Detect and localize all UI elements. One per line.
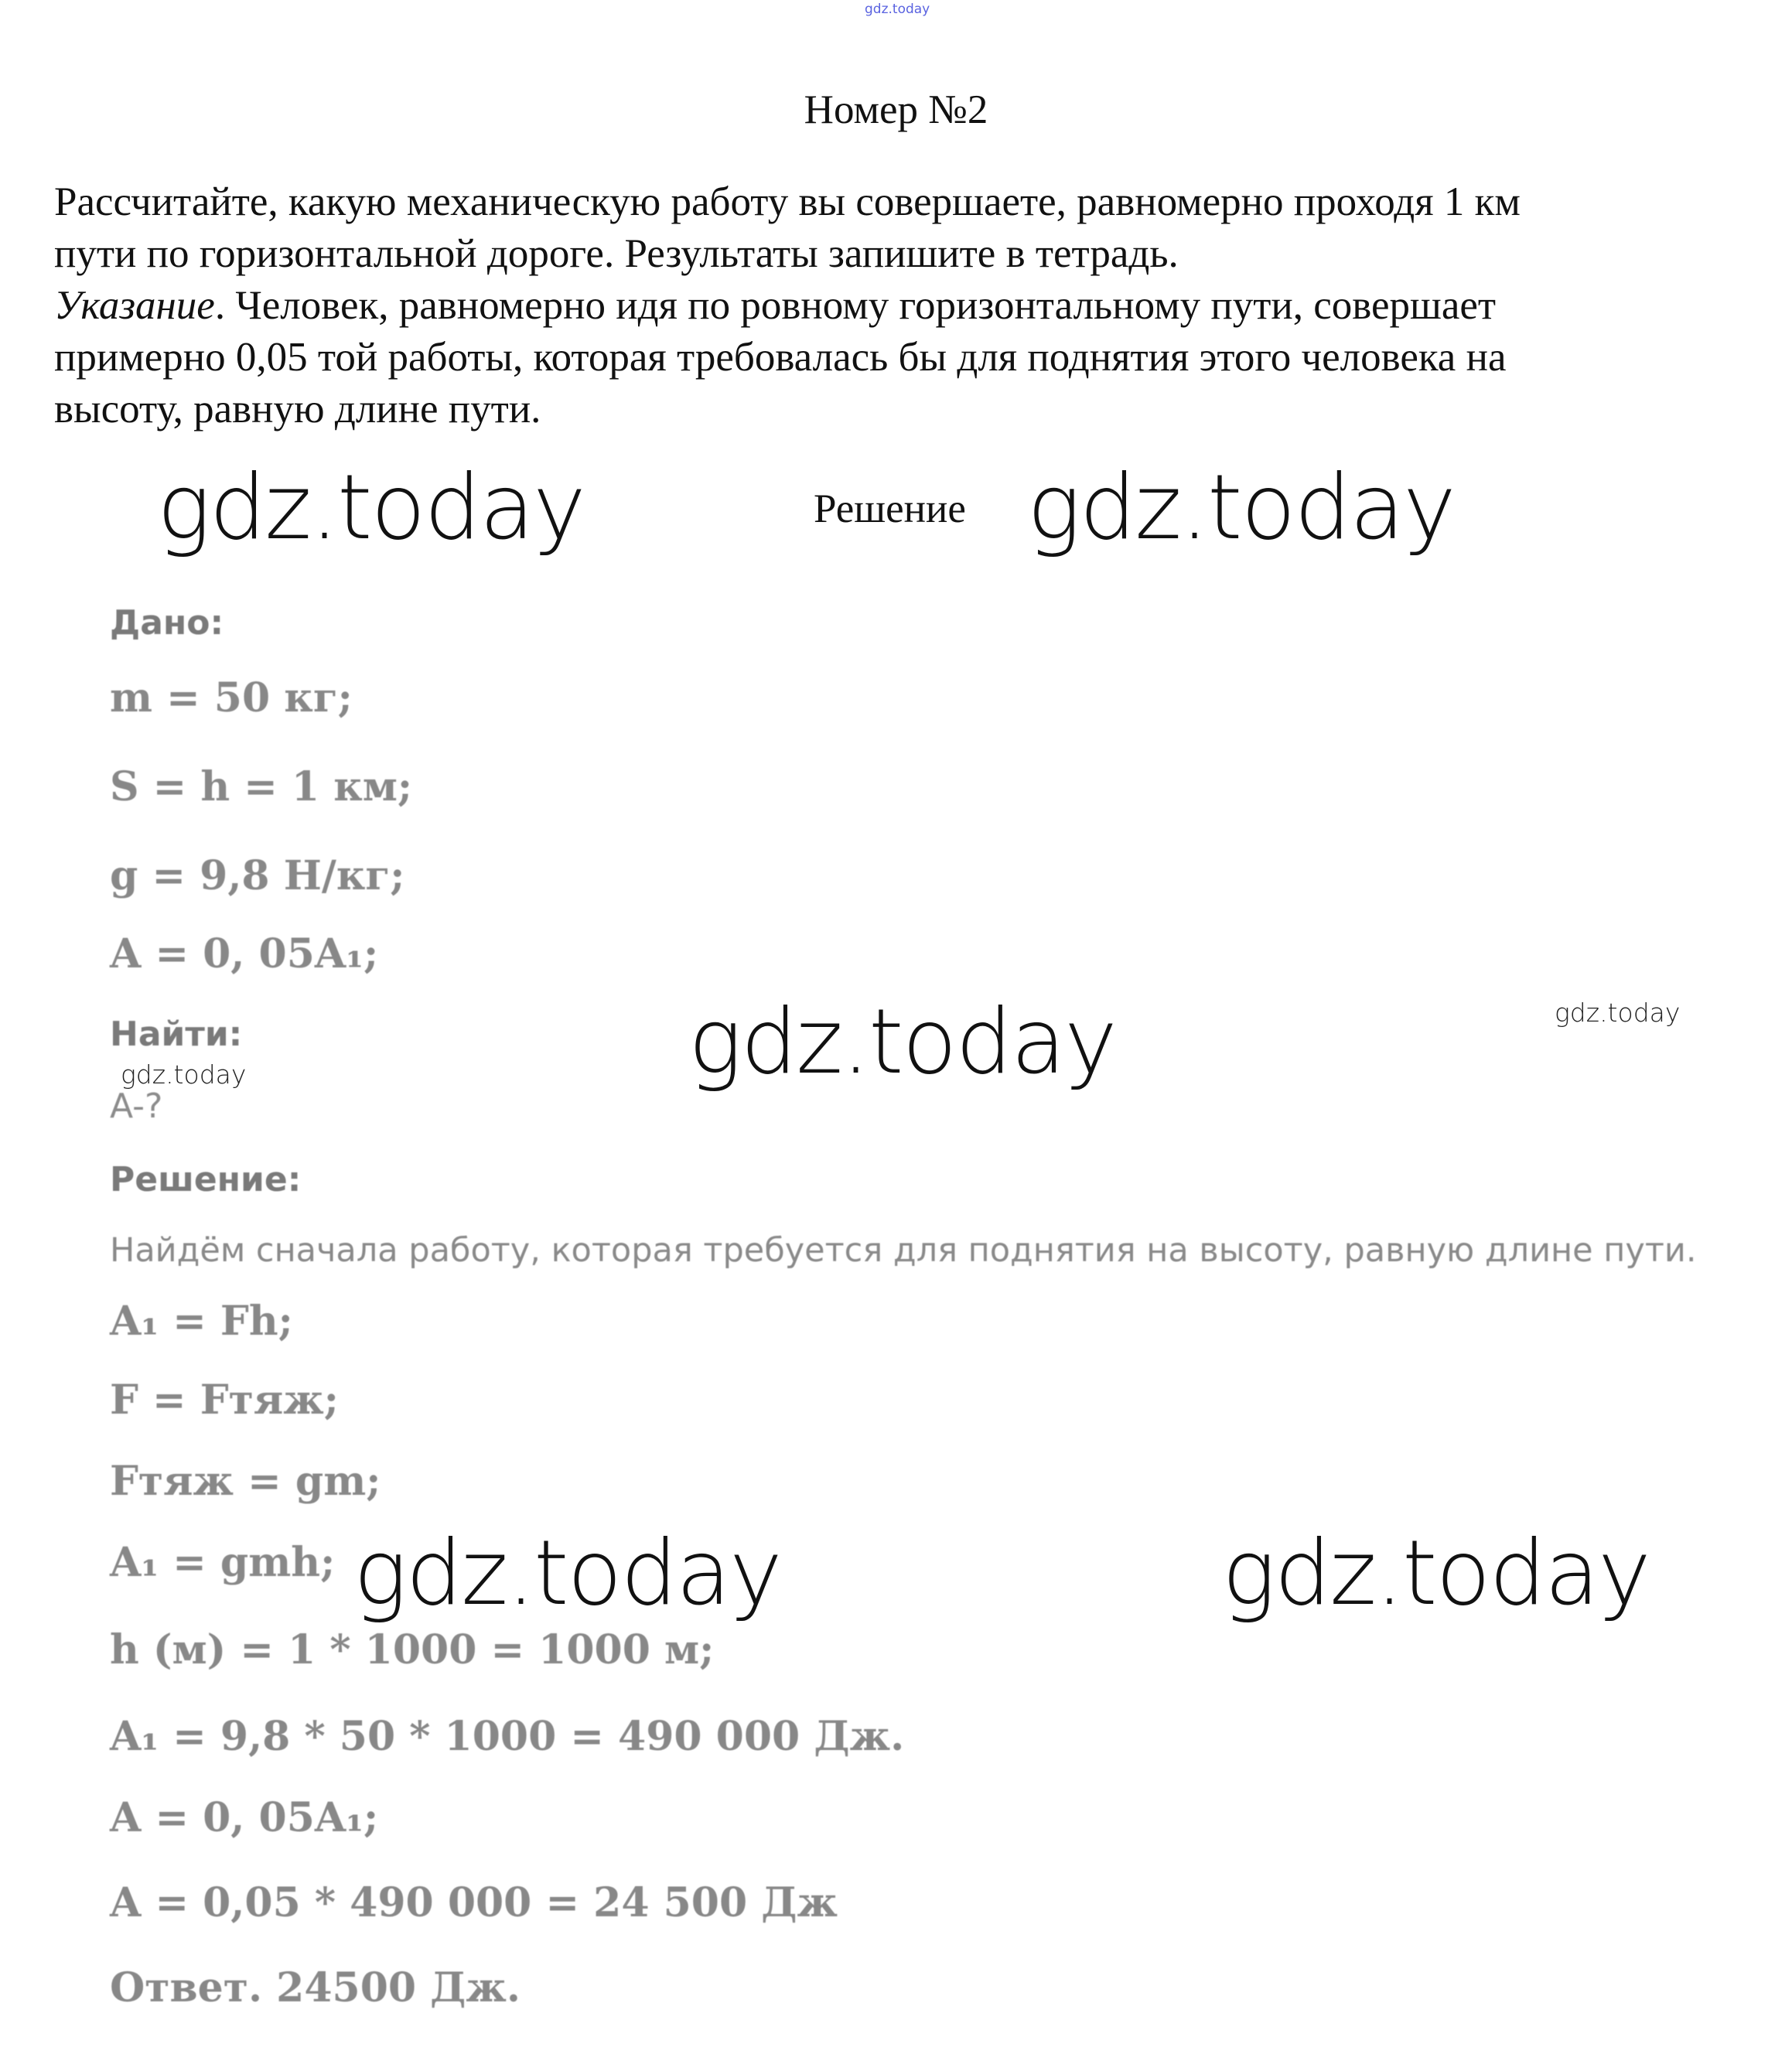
step-force-equal: F = Fтяж; bbox=[110, 1377, 339, 1424]
given-mass: m = 50 кг; bbox=[110, 674, 353, 722]
solution-heading: Решение bbox=[814, 486, 966, 531]
task-hint-line-1 bbox=[54, 280, 1756, 332]
step-work-value: A₁ = 9,8 * 50 * 1000 = 490 000 Дж. bbox=[110, 1713, 905, 1760]
task-hint-line-2: примерно 0,05 той работы, которая требовалась бы для поднятия этого человека на bbox=[54, 335, 1507, 380]
watermark-small: gdz.today bbox=[1555, 998, 1681, 1028]
given-work-ratio: A = 0, 05A₁; bbox=[110, 930, 379, 977]
solution-intro: Найдём сначала работу, которая требуется для поднятия на высоту, равную длине пути. bbox=[110, 1231, 1697, 1270]
step-final-calc: A = 0,05 * 490 000 = 24 500 Дж bbox=[110, 1879, 838, 1926]
task-hint-line-3: высоту, равную длине пути. bbox=[54, 387, 541, 432]
watermark: gdz.today bbox=[1027, 455, 1455, 560]
hint-label: Указание bbox=[54, 283, 215, 328]
find-value: A-? bbox=[110, 1087, 163, 1126]
find-label: Найти: bbox=[110, 1015, 243, 1054]
task-line-2: пути по горизонтальной дороге. Результаты запишите в тетрадь. bbox=[54, 231, 1179, 276]
page-title: Номер №2 bbox=[804, 87, 988, 132]
step-work-ratio: A = 0, 05A₁; bbox=[110, 1794, 379, 1841]
solution-label: Решение: bbox=[110, 1160, 302, 1199]
step-gravity-force: Fтяж = gm; bbox=[110, 1458, 381, 1505]
watermark: gdz.today bbox=[1222, 1521, 1650, 1626]
hint-text: . Человек, равномерно идя по ровному горизонтальному пути, совершает bbox=[214, 283, 1497, 328]
watermark: gdz.today bbox=[353, 1521, 781, 1626]
watermark: gdz.today bbox=[688, 990, 1116, 1094]
step-height: h (м) = 1 * 1000 = 1000 м; bbox=[110, 1626, 715, 1673]
task-line-1: Рассчитайте, какую механическую работу вы совершаете, равномерно проходя 1 км bbox=[54, 179, 1521, 224]
answer: Ответ. 24500 Дж. bbox=[110, 1964, 521, 2011]
watermark: gdz.today bbox=[157, 455, 585, 560]
watermark-top: gdz.today bbox=[865, 2, 930, 17]
task-text bbox=[54, 176, 1756, 435]
given-label: Дано: bbox=[110, 603, 224, 643]
step-work-gmh: A₁ = gmh; bbox=[110, 1539, 336, 1586]
step-work-formula: A₁ = Fh; bbox=[110, 1298, 293, 1345]
given-distance: S = h = 1 км; bbox=[110, 763, 413, 810]
given-gravity: g = 9,8 Н/кг; bbox=[110, 852, 405, 899]
watermark-small: gdz.today bbox=[121, 1059, 247, 1090]
